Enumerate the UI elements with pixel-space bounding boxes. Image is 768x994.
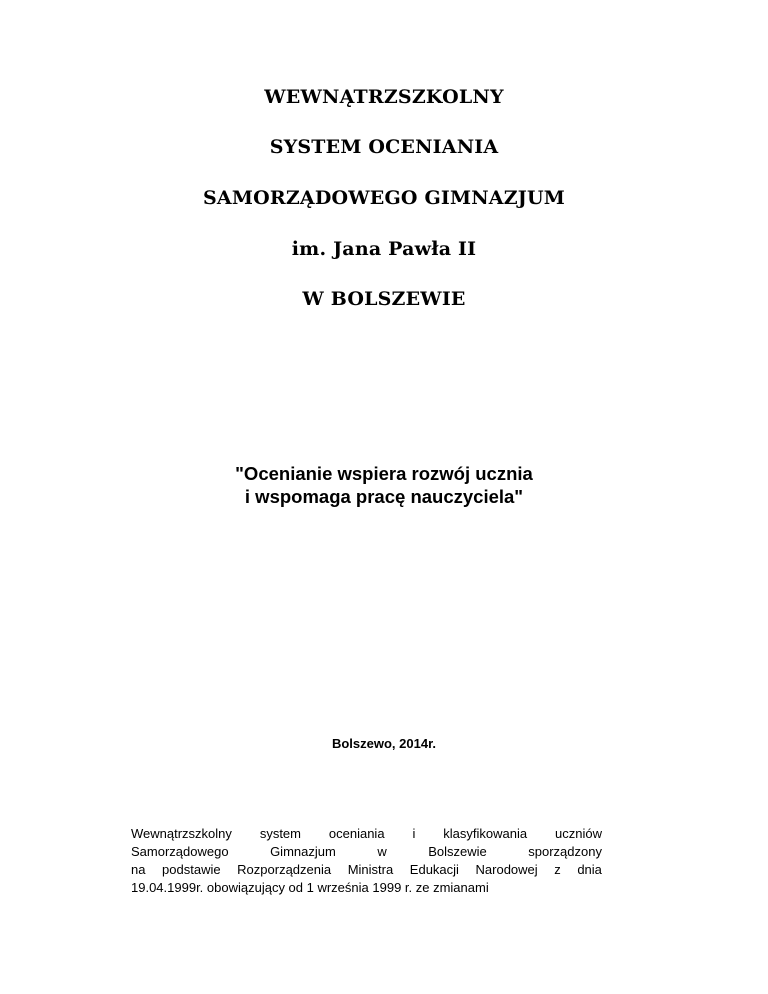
basis-word: klasyfikowania: [443, 826, 528, 841]
basis-line-4: 19.04.1999r. obowiązujący od 1 września 1999 r. ze zmianami: [131, 880, 489, 895]
basis-word: w: [377, 844, 387, 859]
basis-word: na: [131, 862, 146, 877]
title-line-3: SAMORZĄDOWEGO GIMNAZJUM: [202, 187, 565, 209]
basis-word: oceniania: [328, 826, 385, 841]
basis-line-1: [131, 825, 602, 843]
basis-word: Ministra: [347, 862, 394, 877]
motto-line-1: "Ocenianie wspiera rozwój ucznia: [235, 463, 533, 484]
title-line-5: W BOLSZEWIE: [302, 288, 466, 310]
motto: [0, 462, 768, 508]
basis-word: i: [412, 826, 416, 841]
basis-word: dnia: [577, 862, 602, 877]
basis-line-3: [131, 861, 602, 879]
basis-word: uczniów: [554, 826, 602, 841]
place-and-date: Bolszewo, 2014r.: [331, 736, 437, 751]
basis-word: Rozporządzenia: [237, 862, 332, 877]
basis-line-2: [131, 843, 602, 861]
basis-word: z: [554, 862, 561, 877]
basis-word: sporządzony: [528, 844, 602, 859]
motto-line-2: i wspomaga pracę nauczyciela": [244, 486, 524, 507]
basis-word: Narodowej: [475, 862, 538, 877]
basis-word: podstawie: [162, 862, 221, 877]
legal-basis-paragraph: [131, 825, 602, 897]
title-line-4: im. Jana Pawła II: [291, 238, 477, 260]
basis-word: Edukacji: [409, 862, 459, 877]
basis-word: Samorządowego: [131, 844, 229, 859]
basis-word: Wewnątrzszkolny: [131, 826, 232, 841]
basis-word: Bolszewie: [428, 844, 487, 859]
title-line-2: SYSTEM OCENIANIA: [269, 136, 499, 158]
basis-word: Gimnazjum: [270, 844, 336, 859]
basis-word: system: [259, 826, 301, 841]
title-line-1: WEWNĄTRZSZKOLNY: [264, 86, 504, 108]
